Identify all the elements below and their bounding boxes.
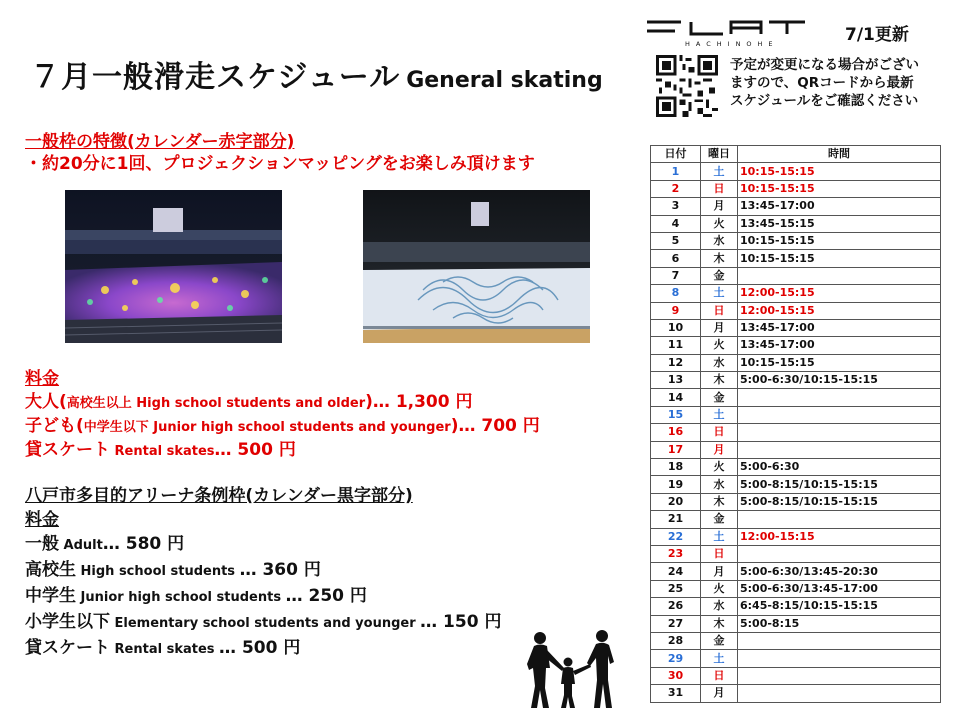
schedule-time: 6:45-8:15/10:15-15:15 <box>738 598 941 615</box>
schedule-weekday: 火 <box>701 580 738 597</box>
schedule-date: 29 <box>651 650 701 667</box>
price-row-jp: 一般 <box>25 534 59 554</box>
schedule-date: 27 <box>651 615 701 632</box>
schedule-time: 12:00-15:15 <box>738 528 941 545</box>
rental-label: 貸スケート <box>25 440 110 460</box>
schedule-weekday: 月 <box>701 198 738 215</box>
schedule-time <box>738 441 941 458</box>
schedule-time: 10:15-15:15 <box>738 232 941 249</box>
schedule-row <box>651 598 941 615</box>
price-row-en: Elementary school students and younger <box>110 616 421 631</box>
schedule-weekday: 月 <box>701 685 738 702</box>
child-price: )… 700 円 <box>450 416 540 436</box>
schedule-row <box>651 424 941 441</box>
flat-hachinohe-logo <box>645 18 835 48</box>
schedule-time: 13:45-17:00 <box>738 198 941 215</box>
schedule-date: 23 <box>651 545 701 562</box>
schedule-date: 30 <box>651 667 701 684</box>
header-date: 日付 <box>651 146 701 163</box>
schedule-weekday: 木 <box>701 493 738 510</box>
schedule-row <box>651 354 941 371</box>
schedule-time <box>738 406 941 423</box>
adult-desc: 高校生以上 High school students and older <box>66 396 366 411</box>
schedule-date: 3 <box>651 198 701 215</box>
schedule-row <box>651 302 941 319</box>
child-price-row <box>25 415 540 439</box>
price-row-price: … 250 円 <box>285 586 367 606</box>
qr-note-line: ますので、QRコードから最新 <box>730 75 914 91</box>
schedule-weekday: 水 <box>701 598 738 615</box>
schedule-weekday: 水 <box>701 354 738 371</box>
schedule-time: 10:15-15:15 <box>738 163 941 180</box>
price-row-price: … 360 円 <box>239 560 321 580</box>
schedule-date: 4 <box>651 215 701 232</box>
schedule-row <box>651 476 941 493</box>
adult-price-row <box>25 391 540 415</box>
schedule-weekday: 日 <box>701 424 738 441</box>
schedule-weekday: 土 <box>701 285 738 302</box>
features-heading: 一般枠の特徴(カレンダー赤字部分) <box>25 132 295 152</box>
schedule-weekday: 金 <box>701 389 738 406</box>
schedule-time <box>738 511 941 528</box>
schedule-date: 20 <box>651 493 701 510</box>
schedule-row <box>651 250 941 267</box>
schedule-weekday: 月 <box>701 441 738 458</box>
schedule-time: 12:00-15:15 <box>738 285 941 302</box>
price-row <box>25 532 501 558</box>
price-row <box>25 610 501 636</box>
schedule-row <box>651 685 941 702</box>
schedule-time <box>738 545 941 562</box>
schedule-body <box>651 163 941 702</box>
schedule-date: 18 <box>651 459 701 476</box>
schedule-weekday: 木 <box>701 615 738 632</box>
schedule-row <box>651 667 941 684</box>
schedule-time <box>738 632 941 649</box>
schedule-weekday: 土 <box>701 406 738 423</box>
schedule-row <box>651 563 941 580</box>
qr-note-line: スケジュールをご確認ください <box>730 93 919 109</box>
schedule-table <box>650 145 941 703</box>
schedule-time <box>738 650 941 667</box>
schedule-row <box>651 580 941 597</box>
schedule-date: 11 <box>651 337 701 354</box>
schedule-date: 15 <box>651 406 701 423</box>
schedule-row <box>651 232 941 249</box>
schedule-date: 25 <box>651 580 701 597</box>
price-row-jp: 貸スケート <box>25 638 110 658</box>
schedule-header-row <box>651 146 941 163</box>
schedule-row <box>651 198 941 215</box>
schedule-weekday: 水 <box>701 476 738 493</box>
schedule-weekday: 土 <box>701 163 738 180</box>
schedule-date: 17 <box>651 441 701 458</box>
schedule-time: 13:45-17:00 <box>738 319 941 336</box>
title-jp: ７月一般滑走スケジュール <box>30 60 401 95</box>
ordinance-prices <box>25 484 501 662</box>
schedule-time: 5:00-6:30 <box>738 459 941 476</box>
schedule-time <box>738 389 941 406</box>
schedule-weekday: 水 <box>701 232 738 249</box>
schedule-weekday: 月 <box>701 319 738 336</box>
schedule-weekday: 金 <box>701 632 738 649</box>
schedule-time: 13:45-17:00 <box>738 337 941 354</box>
schedule-weekday: 火 <box>701 459 738 476</box>
schedule-time: 10:15-15:15 <box>738 354 941 371</box>
qr-note <box>730 56 955 110</box>
schedule-row <box>651 319 941 336</box>
price-row <box>25 558 501 584</box>
adult-price: )… 1,300 円 <box>365 392 473 412</box>
family-skating-silhouette <box>520 628 630 710</box>
schedule-row <box>651 615 941 632</box>
header-weekday: 曜日 <box>701 146 738 163</box>
schedule-date: 13 <box>651 372 701 389</box>
schedule-row <box>651 267 941 284</box>
schedule-weekday: 木 <box>701 372 738 389</box>
price-row-price: … 580 円 <box>102 534 185 554</box>
schedule-date: 26 <box>651 598 701 615</box>
features-text: ・約20分に1回、プロジェクションマッピングをお楽しみ頂けます <box>25 154 535 174</box>
schedule-row <box>651 180 941 197</box>
schedule-time <box>738 685 941 702</box>
schedule-weekday: 日 <box>701 180 738 197</box>
schedule-date: 6 <box>651 250 701 267</box>
title-en: General skating <box>406 68 603 93</box>
schedule-weekday: 土 <box>701 650 738 667</box>
schedule-date: 24 <box>651 563 701 580</box>
general-prices <box>25 368 540 463</box>
schedule-weekday: 月 <box>701 563 738 580</box>
schedule-weekday: 火 <box>701 215 738 232</box>
price-row-en: Rental skates <box>110 642 220 657</box>
child-label: 子ども( <box>25 416 84 436</box>
schedule-row <box>651 215 941 232</box>
schedule-weekday: 日 <box>701 545 738 562</box>
qr-note-line: 予定が変更になる場合がござい <box>730 57 919 73</box>
schedule-time: 5:00-8:15/10:15-15:15 <box>738 476 941 493</box>
features-section <box>25 131 535 175</box>
schedule-date: 7 <box>651 267 701 284</box>
price-row-price: … 150 円 <box>420 612 502 632</box>
schedule-date: 19 <box>651 476 701 493</box>
schedule-date: 21 <box>651 511 701 528</box>
svg-text:HACHINOHE: HACHINOHE <box>685 40 779 48</box>
price-row-en: High school students <box>76 564 240 579</box>
price-row-price: … 500 円 <box>219 638 301 658</box>
schedule-date: 14 <box>651 389 701 406</box>
schedule-time: 10:15-15:15 <box>738 250 941 267</box>
rental-price: … 500 円 <box>214 440 296 460</box>
schedule-date: 28 <box>651 632 701 649</box>
schedule-row <box>651 337 941 354</box>
schedule-date: 22 <box>651 528 701 545</box>
schedule-row <box>651 459 941 476</box>
rental-desc: Rental skates <box>110 444 215 459</box>
price-row-jp: 中学生 <box>25 586 76 606</box>
schedule-time: 5:00-8:15 <box>738 615 941 632</box>
price-row-jp: 小学生以下 <box>25 612 110 632</box>
schedule-row <box>651 406 941 423</box>
ordinance-price-heading: 料金 <box>25 510 59 530</box>
price-row-jp: 高校生 <box>25 560 76 580</box>
price-row <box>25 636 501 662</box>
schedule-date: 10 <box>651 319 701 336</box>
schedule-row <box>651 545 941 562</box>
schedule-row <box>651 511 941 528</box>
general-price-heading: 料金 <box>25 369 59 389</box>
child-desc: 中学生以下 Junior high school students and younger <box>83 420 451 435</box>
schedule-row <box>651 493 941 510</box>
price-row-en: Junior high school students <box>76 590 286 605</box>
schedule-time: 5:00-6:30/13:45-20:30 <box>738 563 941 580</box>
schedule-date: 9 <box>651 302 701 319</box>
schedule-date: 8 <box>651 285 701 302</box>
schedule-weekday: 日 <box>701 667 738 684</box>
price-row <box>25 584 501 610</box>
schedule-date: 2 <box>651 180 701 197</box>
schedule-row <box>651 650 941 667</box>
schedule-weekday: 金 <box>701 511 738 528</box>
schedule-weekday: 日 <box>701 302 738 319</box>
schedule-time: 10:15-15:15 <box>738 180 941 197</box>
schedule-date: 16 <box>651 424 701 441</box>
schedule-row <box>651 163 941 180</box>
schedule-time: 5:00-6:30/13:45-17:00 <box>738 580 941 597</box>
schedule-date: 12 <box>651 354 701 371</box>
header-time: 時間 <box>738 146 941 163</box>
qr-code[interactable] <box>655 55 719 117</box>
rink-maze-projection-photo <box>363 190 590 343</box>
schedule-time <box>738 267 941 284</box>
schedule-time <box>738 667 941 684</box>
schedule-row <box>651 632 941 649</box>
price-row-en: Adult <box>59 538 103 553</box>
rental-price-row <box>25 439 540 463</box>
schedule-weekday: 火 <box>701 337 738 354</box>
schedule-time <box>738 424 941 441</box>
page-title <box>30 52 603 96</box>
schedule-weekday: 金 <box>701 267 738 284</box>
update-date: 7/1更新 <box>845 25 909 45</box>
schedule-row <box>651 528 941 545</box>
schedule-row <box>651 441 941 458</box>
schedule-date: 31 <box>651 685 701 702</box>
schedule-date: 5 <box>651 232 701 249</box>
schedule-weekday: 木 <box>701 250 738 267</box>
adult-label: 大人( <box>25 392 67 412</box>
schedule-weekday: 土 <box>701 528 738 545</box>
schedule-time: 13:45-15:15 <box>738 215 941 232</box>
schedule-time: 5:00-8:15/10:15-15:15 <box>738 493 941 510</box>
schedule-time: 12:00-15:15 <box>738 302 941 319</box>
schedule-date: 1 <box>651 163 701 180</box>
schedule-time: 5:00-6:30/10:15-15:15 <box>738 372 941 389</box>
schedule-row <box>651 389 941 406</box>
rink-projection-mapping-photo <box>65 190 282 343</box>
schedule-row <box>651 372 941 389</box>
ordinance-heading: 八戸市多目的アリーナ条例枠(カレンダー黒字部分) <box>25 486 413 506</box>
schedule-row <box>651 285 941 302</box>
